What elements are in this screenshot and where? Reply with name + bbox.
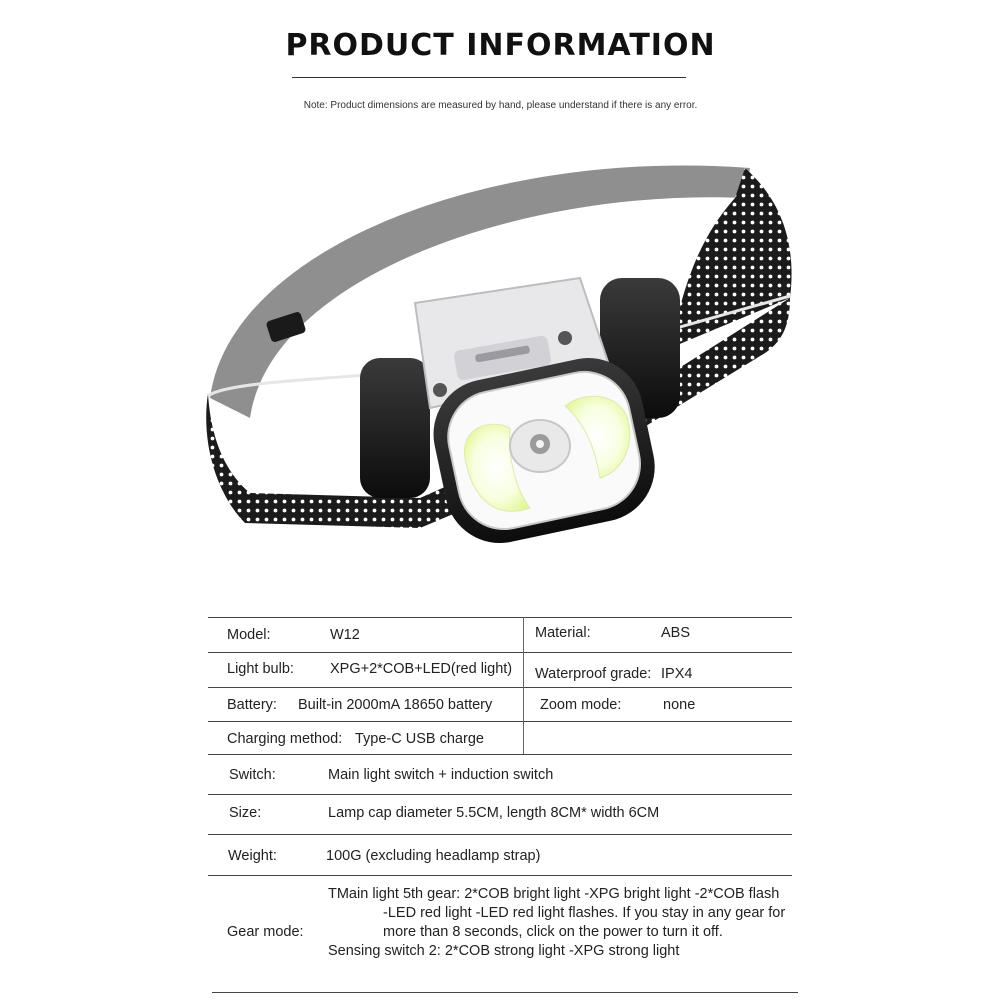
table-rule xyxy=(208,652,792,653)
spec-label-switch: Switch: xyxy=(229,767,276,783)
title-underline xyxy=(292,77,686,78)
spec-value-charging: Type-C USB charge xyxy=(355,731,484,747)
spec-label-charging: Charging method: xyxy=(227,731,343,747)
spec-value-size: Lamp cap diameter 5.5CM, length 8CM* width 6CM xyxy=(328,805,660,821)
spec-label-material: Material: xyxy=(535,625,591,641)
spec-value-model: W12 xyxy=(330,627,360,643)
table-rule xyxy=(208,721,792,722)
spec-value-weight: 100G (excluding headlamp strap) xyxy=(326,848,541,864)
spec-label-model: Model: xyxy=(227,627,271,643)
spec-label-battery: Battery: xyxy=(227,697,277,713)
spec-value-battery: Built-in 2000mA 18650 battery xyxy=(298,697,493,713)
spec-value-switch: Main light switch + induction switch xyxy=(328,767,554,783)
gear-mode-line: -LED red light -LED red light flashes. If you stay in any gear for xyxy=(383,905,786,921)
gear-mode-line: more than 8 seconds, click on the power to turn it off. xyxy=(383,924,723,940)
spec-label-size: Size: xyxy=(229,805,262,821)
spec-label-waterproof: Waterproof grade: xyxy=(535,666,652,682)
spec-label-gear-mode: Gear mode: xyxy=(227,924,304,940)
measurement-note: Note: Product dimensions are measured by hand, please understand if there is any error. xyxy=(303,100,698,111)
spec-value-material: ABS xyxy=(661,625,691,641)
table-rule xyxy=(208,794,792,795)
headlamp-image xyxy=(190,128,810,568)
table-rule xyxy=(208,687,792,688)
spec-label-weight: Weight: xyxy=(228,848,277,864)
gear-mode-line: TMain light 5th gear: 2*COB bright light -XPG bright light -2*COB flash xyxy=(328,886,780,902)
gear-mode-line: Sensing switch 2: 2*COB strong light -XPG strong light xyxy=(328,943,680,959)
table-rule xyxy=(208,834,792,835)
spec-label-zoom: Zoom mode: xyxy=(540,697,622,713)
spec-value-light-bulb: XPG+2*COB+LED(red light) xyxy=(330,661,513,677)
table-rule xyxy=(208,617,792,618)
spec-value-waterproof: IPX4 xyxy=(661,666,693,682)
table-rule xyxy=(208,754,792,755)
table-rule xyxy=(212,992,798,993)
spec-value-zoom: none xyxy=(663,697,696,713)
spec-label-light-bulb: Light bulb: xyxy=(227,661,294,677)
column-divider xyxy=(523,617,524,754)
table-rule xyxy=(208,875,792,876)
page-title: PRODUCT INFORMATION xyxy=(285,28,716,63)
